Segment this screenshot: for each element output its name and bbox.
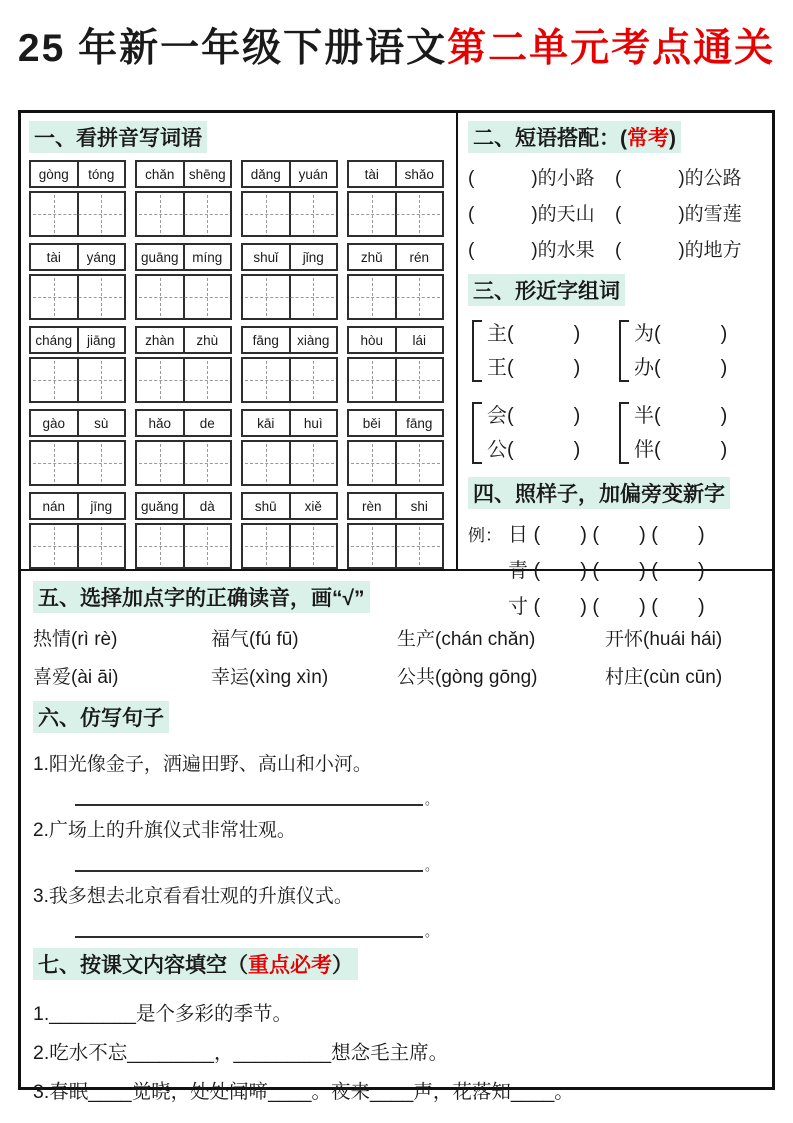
pinyin-group: [135, 492, 232, 569]
writing-cell: [137, 525, 185, 567]
writing-box: [241, 357, 338, 403]
pinyin-group: [347, 492, 444, 569]
pinyin-syllable: rèn: [349, 494, 397, 518]
writing-cell: [291, 442, 337, 484]
writing-box: [135, 440, 232, 486]
writing-box: [347, 440, 444, 486]
section7-heading-text: 七、按课文内容填空（: [38, 954, 248, 977]
pronunciation-item: 生产(chán chǎn): [397, 629, 536, 650]
phrase-item: ( )的地方: [615, 240, 742, 261]
section-pinyin-words: [21, 113, 458, 569]
writing-box: [135, 274, 232, 320]
brace-icon: [619, 402, 629, 464]
section1-heading: 一、看拼音写词语: [29, 121, 207, 153]
pinyin-syllable: hòu: [349, 328, 397, 352]
writing-box: [135, 191, 232, 237]
pronunciation-grid: [33, 624, 760, 689]
writing-cell: [79, 442, 125, 484]
writing-cell: [397, 525, 443, 567]
section5-heading: 五、选择加点字的正确读音，画“√”: [33, 581, 370, 613]
pinyin-group: [29, 409, 126, 486]
writing-box: [29, 274, 126, 320]
pinyin-syllable: běi: [349, 411, 397, 435]
pinyin-row: [29, 160, 448, 237]
writing-cell: [31, 359, 79, 401]
blank-line: [75, 854, 423, 872]
pinyin-syllable: lái: [412, 332, 426, 348]
title-red: 第二单元考点通关: [447, 27, 776, 70]
pinyin-group: [29, 160, 126, 237]
phrase-item: ( )的天山: [468, 204, 595, 225]
pinyin-group: [241, 160, 338, 237]
writing-cell: [349, 525, 397, 567]
period-mark: 。: [425, 858, 439, 873]
blank-line: [75, 788, 423, 806]
period-mark: 。: [425, 924, 439, 939]
answer-blank: [75, 788, 760, 806]
pinyin-syllable: guǎng: [137, 494, 185, 518]
pinyin-group: [347, 326, 444, 403]
pinyin-row: [29, 492, 448, 569]
model-sentence: 1.阳光像金子，洒遍田野、高山和小河。: [33, 754, 372, 775]
section6-heading: 六、仿写句子: [33, 701, 169, 733]
pinyin-group: [241, 243, 338, 320]
writing-cell: [243, 276, 291, 318]
pinyin-group: [241, 326, 338, 403]
writing-box: [135, 523, 232, 569]
pinyin-syllable: fāng: [406, 415, 433, 431]
section7-heading-red: 重点必考: [248, 954, 332, 977]
pinyin-group: [241, 409, 338, 486]
radical-rows: [468, 518, 762, 619]
pinyin-group: [347, 409, 444, 486]
pinyin-group: [241, 492, 338, 569]
section4-heading: 四、照样子，加偏旁变新字: [468, 477, 730, 509]
writing-cell: [185, 276, 231, 318]
char-pair-top: 为( ): [634, 323, 728, 345]
phrase-match-grid: [468, 163, 762, 262]
writing-cell: [291, 359, 337, 401]
radical-row: [468, 554, 762, 583]
pinyin-syllable: de: [199, 415, 215, 431]
fill-blank-line: 2.吃水不忘________，_________想念毛主席。: [33, 1042, 449, 1064]
sentence-copy-list: [33, 749, 760, 938]
pinyin-row: [29, 409, 448, 486]
pinyin-syllable: zhàn: [137, 328, 185, 352]
pinyin-row: [29, 326, 448, 403]
char-pair-group: [468, 399, 615, 467]
writing-cell: [31, 193, 79, 235]
phrase-item: ( )的小路: [468, 168, 595, 189]
writing-cell: [79, 359, 125, 401]
char-pair-top: 会( ): [487, 405, 581, 427]
pronunciation-item: 热情(rì rè): [33, 629, 118, 650]
radical-row-text: 寸 ( ) ( ) ( ): [508, 596, 705, 618]
pinyin-syllable: tài: [31, 245, 79, 269]
writing-cell: [31, 276, 79, 318]
writing-cell: [243, 359, 291, 401]
writing-cell: [31, 525, 79, 567]
pinyin-syllable: xiàng: [297, 332, 330, 348]
pinyin-syllable: tóng: [88, 166, 115, 182]
writing-cell: [185, 359, 231, 401]
writing-cell: [185, 193, 231, 235]
model-sentence: 3.我多想去北京看看壮观的升旗仪式。: [33, 886, 353, 907]
section2-heading: [468, 121, 681, 153]
writing-cell: [397, 359, 443, 401]
pinyin-syllable: nán: [31, 494, 79, 518]
pinyin-syllable: dà: [199, 498, 215, 514]
writing-cell: [185, 442, 231, 484]
similar-char-grid: [468, 317, 762, 467]
pinyin-group: [135, 160, 232, 237]
pronunciation-item: 开怀(huái hái): [605, 629, 723, 650]
fill-blank-list: [33, 998, 760, 1104]
worksheet-title: [0, 0, 793, 73]
section2-heading-red: 常考: [627, 127, 669, 150]
example-label: 例：: [468, 526, 502, 545]
worksheet-body: [18, 110, 775, 1103]
writing-cell: [349, 276, 397, 318]
blank-line: [75, 920, 423, 938]
answer-blank: [75, 854, 760, 872]
section3-heading: 三、形近字组词: [468, 274, 625, 306]
pinyin-syllable: cháng: [31, 328, 79, 352]
writing-cell: [243, 193, 291, 235]
pinyin-syllable: jīng: [90, 498, 113, 514]
pinyin-syllable: shǎo: [404, 166, 434, 182]
pinyin-group: [135, 326, 232, 403]
fill-blank-line: 3.春眠____觉晓，处处闻啼____。夜来____声，花落知____。: [33, 1081, 574, 1103]
pinyin-group: [29, 326, 126, 403]
pinyin-group: [347, 160, 444, 237]
writing-cell: [397, 276, 443, 318]
char-pair-top: 半( ): [634, 405, 728, 427]
pinyin-syllable: yuán: [298, 166, 328, 182]
writing-box: [241, 191, 338, 237]
section7-heading-suffix: ）: [332, 954, 353, 977]
writing-box: [241, 523, 338, 569]
radical-row-text: 日 ( ) ( ) ( ): [508, 524, 705, 546]
writing-box: [29, 523, 126, 569]
pinyin-syllable: chǎn: [137, 162, 185, 186]
pinyin-syllable: jǐng: [302, 249, 324, 265]
radical-row-text: 青 ( ) ( ) ( ): [508, 560, 705, 582]
writing-cell: [349, 359, 397, 401]
section7-heading: [33, 948, 358, 980]
writing-box: [29, 357, 126, 403]
writing-cell: [291, 525, 337, 567]
brace-icon: [619, 320, 629, 382]
pinyin-syllable: shuǐ: [243, 245, 291, 269]
pinyin-syllable: rén: [409, 249, 429, 265]
char-pair-bottom: 公( ): [487, 439, 581, 461]
writing-box: [29, 191, 126, 237]
pronunciation-item: 福气(fú fū): [211, 629, 299, 650]
pinyin-group: [347, 243, 444, 320]
pinyin-syllable: zhǔ: [349, 245, 397, 269]
phrase-item: ( )的公路: [615, 168, 742, 189]
writing-cell: [137, 442, 185, 484]
char-pair-top: 主( ): [487, 323, 581, 345]
char-pair-group: [615, 399, 762, 467]
pinyin-group: [135, 243, 232, 320]
writing-box: [241, 274, 338, 320]
writing-box: [347, 523, 444, 569]
section2-heading-suffix: ): [669, 127, 676, 150]
writing-cell: [79, 276, 125, 318]
writing-cell: [291, 193, 337, 235]
writing-box: [347, 357, 444, 403]
pinyin-syllable: fāng: [243, 328, 291, 352]
writing-box: [347, 191, 444, 237]
writing-box: [135, 357, 232, 403]
pinyin-syllable: guāng: [137, 245, 185, 269]
period-mark: 。: [425, 792, 439, 807]
pinyin-syllable: xiě: [304, 498, 322, 514]
char-pair-bottom: 办( ): [634, 357, 728, 379]
pinyin-syllable: míng: [192, 249, 223, 265]
phrase-item: ( )的雪莲: [615, 204, 742, 225]
writing-cell: [79, 525, 125, 567]
writing-box: [241, 440, 338, 486]
writing-cell: [31, 442, 79, 484]
brace-icon: [472, 402, 482, 464]
radical-row: [468, 518, 762, 547]
writing-cell: [185, 525, 231, 567]
section2-heading-text: 二、短语搭配：(: [473, 127, 627, 150]
pinyin-row: [29, 243, 448, 320]
bottom-area: [21, 571, 772, 1123]
pronunciation-item: 公共(gòng gōng): [397, 667, 538, 688]
pinyin-group: [29, 492, 126, 569]
char-pair-group: [468, 317, 615, 385]
pinyin-syllable: sù: [94, 415, 109, 431]
pinyin-syllable: kāi: [243, 411, 291, 435]
pinyin-group: [29, 243, 126, 320]
pronunciation-item: 喜爱(ài āi): [33, 667, 119, 688]
char-pair-group: [615, 317, 762, 385]
pinyin-group: [135, 409, 232, 486]
pronunciation-item: 幸运(xìng xìn): [211, 667, 329, 688]
pinyin-syllable: huì: [303, 415, 323, 431]
title-black: 25 年新一年级下册语文: [17, 27, 448, 70]
writing-cell: [397, 193, 443, 235]
char-pair-bottom: 伴( ): [634, 439, 728, 461]
pinyin-syllable: gòng: [31, 162, 79, 186]
writing-box: [29, 440, 126, 486]
writing-box: [347, 274, 444, 320]
pinyin-syllable: tài: [349, 162, 397, 186]
right-column: [458, 113, 772, 618]
char-pair-bottom: 王( ): [487, 357, 581, 379]
writing-cell: [79, 193, 125, 235]
writing-cell: [291, 276, 337, 318]
writing-cell: [349, 442, 397, 484]
pinyin-syllable: shū: [243, 494, 291, 518]
writing-cell: [349, 193, 397, 235]
phrase-item: ( )的水果: [468, 240, 595, 261]
writing-cell: [137, 359, 185, 401]
brace-icon: [472, 320, 482, 382]
pinyin-syllable: zhù: [196, 332, 219, 348]
pinyin-syllable: jiāng: [86, 332, 116, 348]
writing-cell: [243, 442, 291, 484]
writing-cell: [243, 525, 291, 567]
pinyin-syllable: gào: [31, 411, 79, 435]
writing-cell: [137, 276, 185, 318]
pinyin-syllable: dǎng: [243, 162, 291, 186]
pinyin-syllable: hǎo: [137, 411, 185, 435]
pinyin-syllable: shēng: [188, 166, 226, 182]
pinyin-syllable: shi: [410, 498, 428, 514]
writing-cell: [397, 442, 443, 484]
pronunciation-item: 村庄(cùn cūn): [605, 667, 723, 688]
model-sentence: 2.广场上的升旗仪式非常壮观。: [33, 820, 296, 841]
answer-blank: [75, 920, 760, 938]
fill-blank-line: 1.________是个多彩的季节。: [33, 1003, 293, 1025]
radical-row: [468, 590, 762, 619]
pinyin-syllable: yáng: [86, 249, 116, 265]
writing-cell: [137, 193, 185, 235]
